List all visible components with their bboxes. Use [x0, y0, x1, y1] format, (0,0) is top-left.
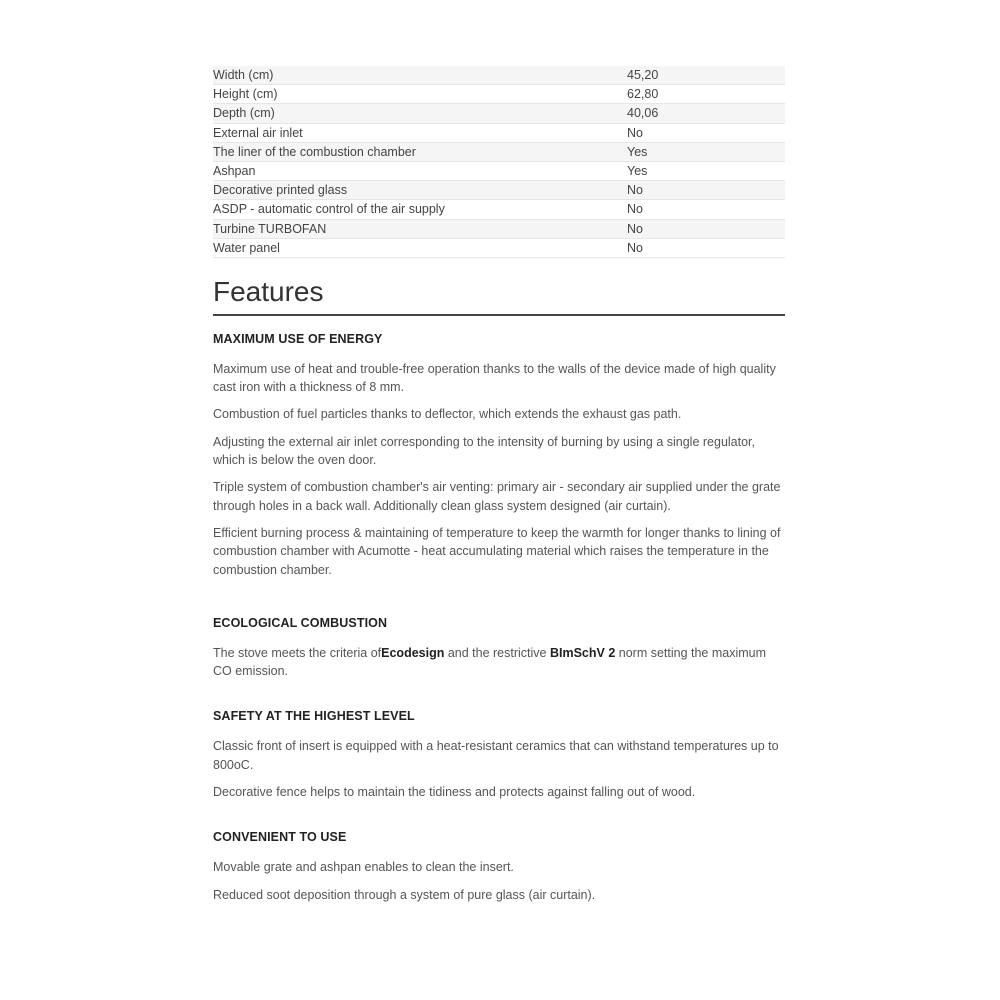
table-row — [213, 123, 785, 142]
text-fragment: norm setting the maximum CO emission. — [213, 645, 767, 679]
paragraph: Efficient burning process & maintaining of temperature to keep the warmth for longer thanks to lining of combustion chamber with Acumotte - heat accumulating material which raises the temperature in the combustion chamber. — [213, 525, 781, 577]
spec-label: Height (cm) — [213, 85, 593, 104]
spec-value: No — [593, 219, 785, 238]
spec-value: 45,20 — [593, 66, 785, 85]
section-ecological — [213, 616, 785, 681]
table-row — [213, 104, 785, 123]
section-heading: ECOLOGICAL COMBUSTION — [213, 615, 388, 630]
spec-label: Ashpan — [213, 161, 593, 180]
spec-value: No — [593, 123, 785, 142]
spec-label: ASDP - automatic control of the air supply — [213, 200, 593, 219]
spec-value: No — [593, 238, 785, 257]
specs-table — [213, 66, 785, 258]
paragraph: Maximum use of heat and trouble-free operation thanks to the walls of the device made of high quality cast iron with a thickness of 8 mm. — [213, 361, 776, 395]
spec-label: Turbine TURBOFAN — [213, 219, 593, 238]
spec-label: The liner of the combustion chamber — [213, 142, 593, 161]
norm-label: BImSchV 2 — [549, 645, 616, 660]
product-page — [213, 66, 785, 913]
paragraph: Decorative fence helps to maintain the tidiness and protects against falling out of wood. — [213, 785, 696, 800]
spec-label: Width (cm) — [213, 66, 593, 85]
paragraph: Classic front of insert is equipped with a heat-resistant ceramics that can withstand temperatures up to 800oC. — [213, 739, 779, 772]
ecodesign-label: Ecodesign — [381, 645, 445, 660]
table-row — [213, 219, 785, 238]
paragraph: Adjusting the external air inlet corresponding to the intensity of burning by using a single regulator, which is below the oven door. — [213, 434, 755, 468]
table-row — [213, 142, 785, 161]
table-row — [213, 181, 785, 200]
table-row — [213, 85, 785, 104]
table-row — [213, 238, 785, 257]
spec-label: Depth (cm) — [213, 104, 593, 123]
spec-value: No — [593, 181, 785, 200]
spec-label: Water panel — [213, 238, 593, 257]
spec-value: 62,80 — [593, 85, 785, 104]
section-energy — [213, 332, 785, 579]
section-convenient — [213, 830, 785, 904]
text-fragment: and the restrictive — [444, 645, 550, 660]
spec-value: Yes — [593, 142, 785, 161]
text-fragment: The stove meets the criteria of — [213, 645, 382, 660]
spec-label: External air inlet — [213, 123, 593, 142]
features-title: Features — [213, 276, 785, 316]
section-safety — [213, 709, 785, 801]
paragraph: Movable grate and ashpan enables to clean the insert. — [213, 860, 514, 875]
section-heading: SAFETY AT THE HIGHEST LEVEL — [213, 709, 415, 724]
paragraph — [213, 644, 785, 681]
paragraph: Triple system of combustion chamber's air venting: primary air - secondary air supplied under the grate through holes in a back wall. Additionally clean glass system designed (air curtain). — [213, 480, 781, 513]
table-row — [213, 66, 785, 85]
paragraph: Combustion of fuel particles thanks to deflector, which extends the exhaust gas path. — [213, 407, 682, 422]
section-heading: CONVENIENT TO USE — [213, 830, 347, 845]
table-row — [213, 200, 785, 219]
paragraph: Reduced soot deposition through a system of pure glass (air curtain). — [213, 887, 596, 902]
spec-value: 40,06 — [593, 104, 785, 123]
spec-label: Decorative printed glass — [213, 181, 593, 200]
spec-value: Yes — [593, 161, 785, 180]
spec-value: No — [593, 200, 785, 219]
section-heading: MAXIMUM USE OF ENERGY — [213, 331, 383, 346]
table-row — [213, 161, 785, 180]
